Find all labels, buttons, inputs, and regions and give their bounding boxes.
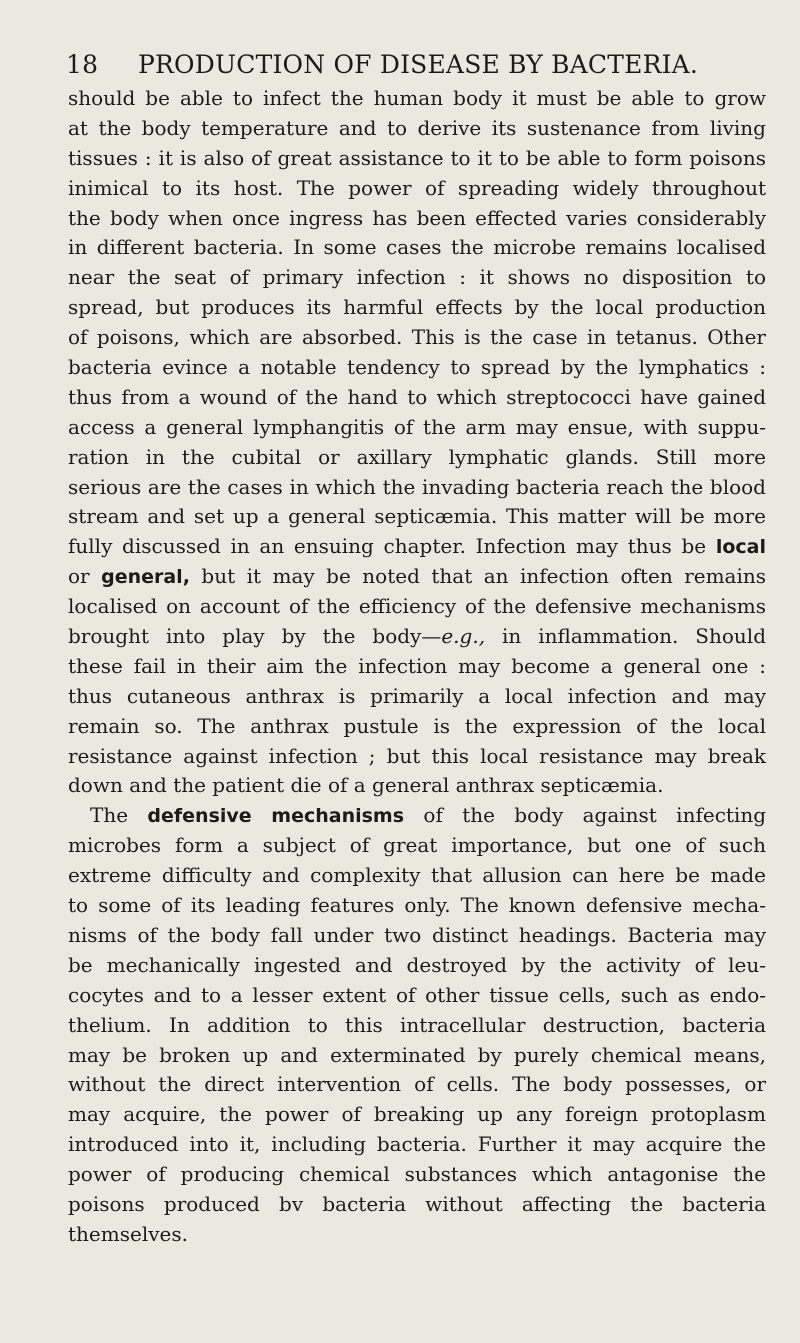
text-line: without the direct intervention of cells. The body possesses, or xyxy=(68,1072,766,1097)
running-header xyxy=(66,50,766,79)
text-line: thus cutaneous anthrax is primarily a local infection and may xyxy=(68,683,766,708)
body-text xyxy=(68,84,766,1250)
text-line: should be able to infect the human body it must be able to grow xyxy=(68,86,766,110)
text-line: of poisons, which are absorbed. This is the case in tetanus. Other xyxy=(68,325,766,350)
text-line: at the body temperature and to derive its sustenance from living xyxy=(68,115,766,140)
text-line: these fail in their aim the infection may become a general one : xyxy=(68,653,766,678)
text-line: the body when once ingress has been effected varies considerably xyxy=(68,205,766,230)
text-line: thus from a wound of the hand to which streptococci have gained xyxy=(68,384,766,409)
text-line: thelium. In addition to this intracellular destruction, bacteria xyxy=(68,1012,766,1037)
text-line: access a general lymphangitis of the arm may ensue, with suppu- xyxy=(68,414,766,439)
text-span: but it may be noted that an infection often remains xyxy=(201,564,767,589)
text-span: The xyxy=(90,803,129,828)
text-line: bacteria evince a notable tendency to spread by the lymphatics : xyxy=(68,355,766,380)
text-span: brought into play by the body— xyxy=(68,624,442,649)
text-line: stream and set up a general septicæmia. This matter will be more xyxy=(68,504,766,529)
text-span: or xyxy=(68,564,90,589)
text-line: near the seat of primary infection : it shows no disposition to xyxy=(68,265,766,290)
text-line: serious are the cases in which the invading bacteria reach the blood xyxy=(68,474,766,499)
text-line: ration in the cubital or axillary lymphatic glands. Still more xyxy=(68,444,766,469)
text-line: power of producing chemical substances which antagonise the xyxy=(68,1162,766,1187)
running-title: PRODUCTION OF DISEASE BY BACTERIA. xyxy=(138,50,699,79)
text-span: fully discussed in an ensuing chapter. Infection may thus be xyxy=(68,534,707,559)
bold-term-defensive-mechanisms: defensive mechanisms xyxy=(147,805,405,828)
page-number: 18 xyxy=(66,50,99,79)
bold-term-general: general, xyxy=(101,566,190,589)
text-line: inimical to its host. The power of spreading widely throughout xyxy=(68,175,766,200)
bold-term-local: local xyxy=(715,536,766,559)
text-line: down and the patient die of a general anthrax septicæmia. xyxy=(68,773,664,798)
text-line xyxy=(68,532,766,562)
text-line xyxy=(68,622,766,652)
text-line: resistance against infection ; but this local resistance may break xyxy=(68,743,766,768)
text-line: remain so. The anthrax pustule is the expression of the local xyxy=(68,713,766,738)
text-line: introduced into it, including bacteria. Further it may acquire the xyxy=(68,1132,766,1157)
text-line: localised on account of the efficiency of the defensive mechanisms xyxy=(68,594,766,619)
text-line xyxy=(68,562,766,592)
italic-eg: e.g., xyxy=(441,624,486,649)
text-line: poisons produced bv bacteria without affecting the bacteria xyxy=(68,1191,766,1216)
text-line: microbes form a subject of great importance, but one of such xyxy=(68,833,766,858)
text-line: may be broken up and exterminated by purely chemical means, xyxy=(68,1042,766,1067)
text-line: may acquire, the power of breaking up any foreign protoplasm xyxy=(68,1102,766,1127)
text-line xyxy=(68,801,766,831)
text-line: nisms of the body fall under two distinct headings. Bacteria may xyxy=(68,922,766,947)
text-line: themselves. xyxy=(68,1221,188,1246)
text-line: spread, but produces its harmful effects by the local production xyxy=(68,295,766,320)
text-line: be mechanically ingested and destroyed by the activity of leu- xyxy=(68,952,766,977)
text-line: cocytes and to a lesser extent of other tissue cells, such as endo- xyxy=(68,982,766,1007)
text-span: of the body against infecting xyxy=(423,803,767,828)
text-span: in inflammation. Should xyxy=(502,624,767,649)
text-line: in different bacteria. In some cases the microbe remains localised xyxy=(68,235,766,260)
text-line: tissues : it is also of great assistance to it to be able to form poisons xyxy=(68,145,766,170)
text-line: to some of its leading features only. The known defensive mecha- xyxy=(68,893,766,918)
text-line: extreme difficulty and complexity that allusion can here be made xyxy=(68,863,766,888)
